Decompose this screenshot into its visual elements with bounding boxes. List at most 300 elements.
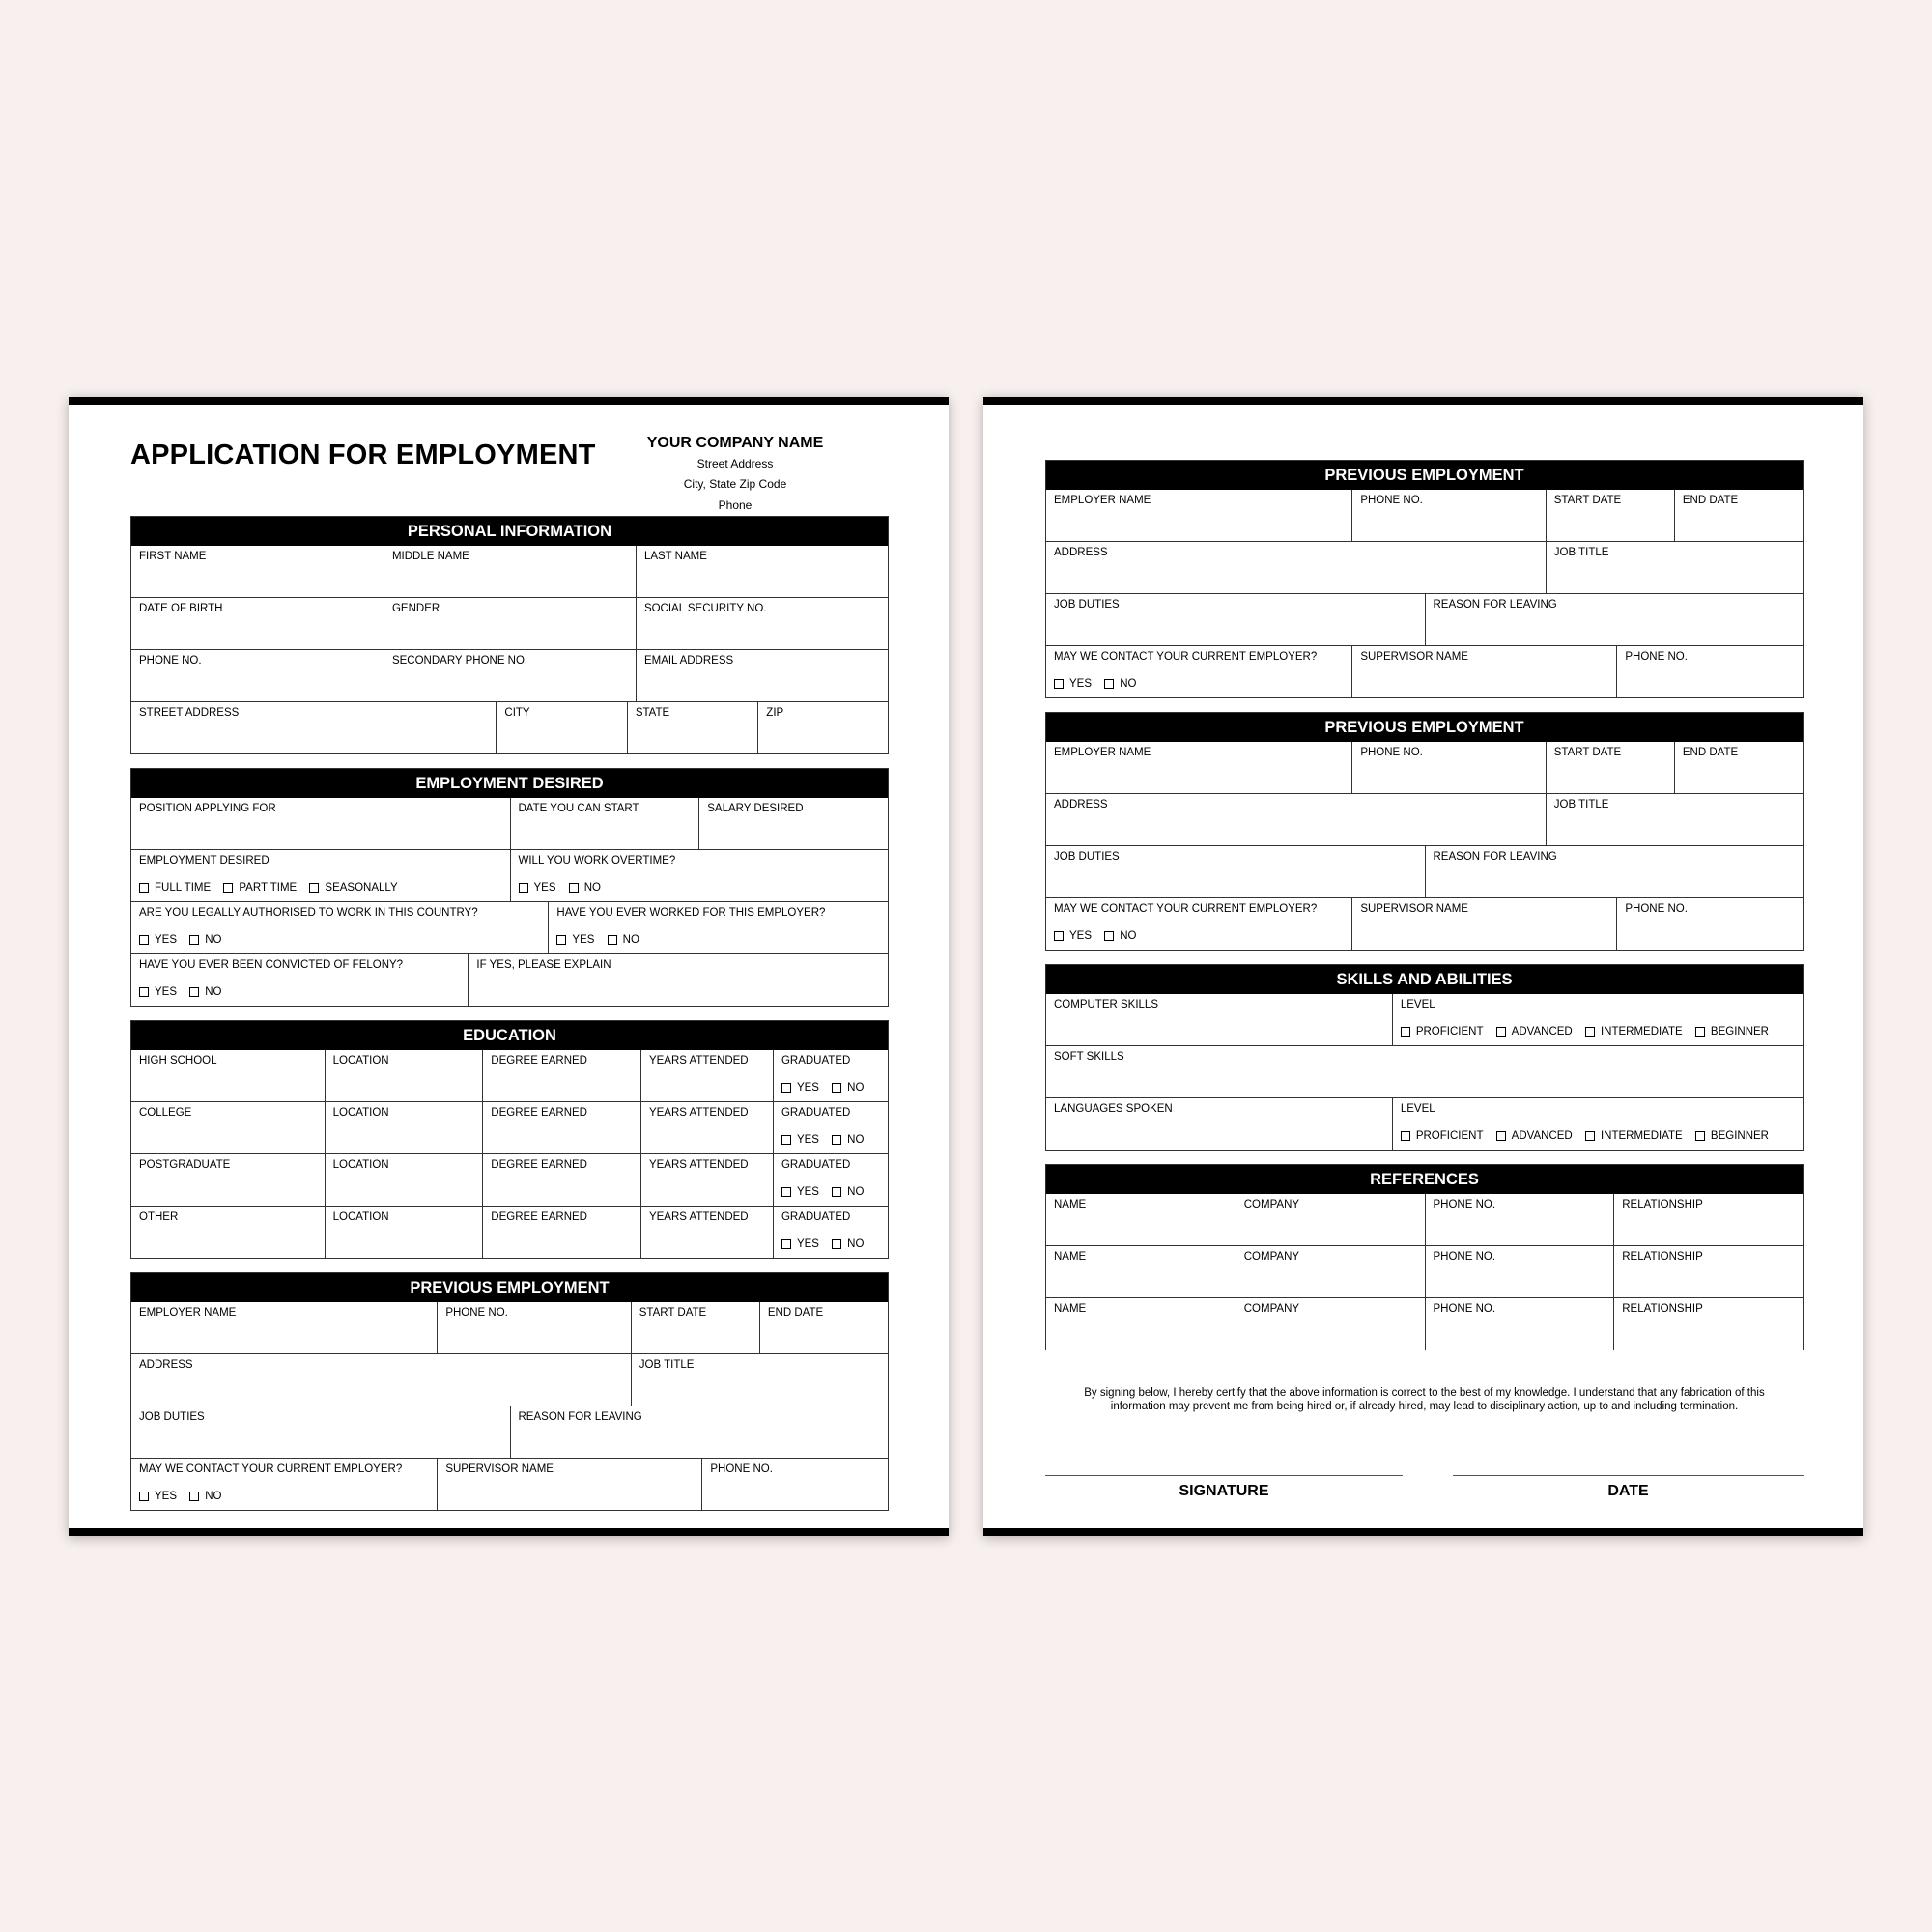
intermediate-option[interactable]: [1585, 1129, 1683, 1143]
email-field[interactable]: [636, 650, 888, 701]
field-label: PHONE NO.: [710, 1463, 773, 1475]
yes-option[interactable]: [781, 1237, 819, 1251]
reference-company-field[interactable]: [1236, 1298, 1425, 1350]
checkbox[interactable]: [832, 1239, 841, 1249]
checkbox[interactable]: [1496, 1131, 1506, 1141]
option-label: YES: [796, 1082, 819, 1094]
yes-option[interactable]: [1054, 677, 1092, 691]
reference-row: [1046, 1194, 1803, 1245]
page1-content: [130, 516, 889, 1524]
field-label: DATE OF BIRTH: [139, 603, 223, 614]
proficient-option[interactable]: [1401, 1129, 1484, 1143]
education-section: [130, 1020, 889, 1259]
gender-field[interactable]: [384, 598, 636, 649]
field-label: PHONE NO.: [1625, 651, 1688, 663]
field-label: LANGUAGES SPOKEN: [1054, 1103, 1173, 1115]
option-label: YES: [1069, 930, 1093, 942]
reference-relationship-field[interactable]: [1613, 1194, 1803, 1245]
no-option[interactable]: [569, 881, 601, 895]
option-label: NO: [205, 1491, 222, 1502]
field-label: ADDRESS: [1054, 799, 1108, 810]
field-label: REASON FOR LEAVING: [1433, 851, 1557, 863]
option-label: NO: [205, 934, 222, 946]
field-label: DEGREE EARNED: [491, 1055, 587, 1066]
location-field[interactable]: [325, 1154, 483, 1206]
field-label: ZIP: [766, 707, 784, 719]
field-label: PHONE NO.: [1433, 1199, 1496, 1210]
option-label: NO: [205, 986, 222, 998]
field-label: DATE YOU CAN START: [518, 803, 639, 814]
field-label: LAST NAME: [643, 551, 707, 562]
checkbox[interactable]: [1054, 931, 1064, 941]
field-label: GRADUATED: [781, 1211, 851, 1223]
school-level-field[interactable]: [131, 1050, 325, 1101]
company-phone: Phone: [718, 497, 753, 512]
date-of-birth-field[interactable]: [131, 598, 384, 649]
checkbox[interactable]: [832, 1135, 841, 1145]
checkbox[interactable]: [189, 1492, 199, 1501]
field-label: END DATE: [1682, 495, 1739, 506]
yes-option[interactable]: [139, 1490, 177, 1503]
field-label: PHONE NO.: [445, 1307, 508, 1319]
ssn-field[interactable]: [636, 598, 888, 649]
field-label: COMPANY: [1243, 1251, 1300, 1263]
field-label: COMPUTER SKILLS: [1054, 999, 1158, 1010]
field-label: GRADUATED: [781, 1107, 851, 1119]
graduated-field: [773, 1154, 888, 1206]
field-label: GRADUATED: [781, 1159, 851, 1171]
checkbox[interactable]: [556, 935, 566, 945]
beginner-option[interactable]: [1695, 1129, 1769, 1143]
employer-phone-field[interactable]: [1351, 742, 1545, 793]
option-label: YES: [796, 1186, 819, 1198]
field-label: SUPERVISOR NAME: [1360, 903, 1468, 915]
checkbox[interactable]: [1104, 931, 1114, 941]
option-label: YES: [155, 986, 178, 998]
field-label: SUPERVISOR NAME: [445, 1463, 554, 1475]
field-label: END DATE: [1682, 747, 1739, 758]
job-title-field[interactable]: [1546, 542, 1803, 593]
supervisor-phone-field[interactable]: [701, 1459, 888, 1510]
option-label: YES: [572, 934, 595, 946]
field-label: PHONE NO.: [1360, 747, 1423, 758]
field-label: REASON FOR LEAVING: [1433, 599, 1557, 611]
field-label: GRADUATED: [781, 1055, 851, 1066]
checkbox[interactable]: [1695, 1131, 1705, 1141]
graduated-field: [773, 1102, 888, 1153]
field-label: YEARS ATTENDED: [648, 1055, 749, 1066]
computer-level-field: [1392, 994, 1803, 1045]
field-label: REASON FOR LEAVING: [518, 1411, 642, 1423]
employer-address-field[interactable]: [1046, 794, 1546, 845]
checkbox[interactable]: [1401, 1027, 1410, 1037]
field-label: HIGH SCHOOL: [139, 1055, 217, 1066]
city-field[interactable]: [496, 702, 626, 753]
graduated-field: [773, 1207, 888, 1258]
contact-employer-field: [1046, 898, 1351, 950]
checkbox[interactable]: [189, 935, 199, 945]
felony-explain-field[interactable]: [468, 954, 888, 1006]
no-option[interactable]: [832, 1185, 864, 1199]
field-label: START DATE: [1553, 747, 1622, 758]
reference-phone-field[interactable]: [1425, 1298, 1614, 1350]
date-line[interactable]: [1453, 1475, 1804, 1476]
reason-for-leaving-field[interactable]: [1425, 594, 1804, 645]
field-label: LOCATION: [332, 1107, 389, 1119]
field-label: MAY WE CONTACT YOUR CURRENT EMPLOYER?: [1054, 651, 1318, 663]
yes-option[interactable]: [781, 1185, 819, 1199]
field-label: HAVE YOU EVER BEEN CONVICTED OF FELONY?: [139, 959, 404, 971]
field-label: OTHER: [139, 1211, 179, 1223]
field-label: DEGREE EARNED: [491, 1107, 587, 1119]
job-duties-field[interactable]: [1046, 594, 1425, 645]
yes-option[interactable]: [519, 881, 556, 895]
school-level-field[interactable]: [131, 1154, 325, 1206]
end-date-field[interactable]: [759, 1302, 888, 1353]
field-label: LOCATION: [332, 1159, 389, 1171]
seasonally-option[interactable]: [309, 881, 397, 895]
reason-for-leaving-field[interactable]: [510, 1406, 889, 1458]
years-field[interactable]: [640, 1154, 773, 1206]
field-label: PHONE NO.: [139, 655, 202, 667]
checkbox[interactable]: [223, 883, 233, 893]
employer-name-field[interactable]: [131, 1302, 437, 1353]
yes-option[interactable]: [781, 1081, 819, 1094]
option-label: YES: [155, 934, 178, 946]
page2-content: [1045, 460, 1804, 1364]
checkbox[interactable]: [139, 935, 149, 945]
full-time-option[interactable]: [139, 881, 211, 895]
degree-field[interactable]: [482, 1154, 640, 1206]
field-label: YEARS ATTENDED: [648, 1159, 749, 1171]
section-title: EMPLOYMENT DESIRED: [131, 769, 888, 798]
field-label: PHONE NO.: [1360, 495, 1423, 506]
option-label: ADVANCED: [1511, 1130, 1573, 1142]
job-title-field[interactable]: [631, 1354, 888, 1406]
field-label: START DATE: [639, 1307, 707, 1319]
certification-disclaimer: [1045, 1386, 1804, 1413]
field-label: FIRST NAME: [139, 551, 207, 562]
field-label: MAY WE CONTACT YOUR CURRENT EMPLOYER?: [139, 1463, 403, 1475]
option-label: NO: [1120, 678, 1137, 690]
option-label: YES: [155, 1491, 178, 1502]
job-duties-field[interactable]: [1046, 846, 1425, 897]
option-label: YES: [1069, 678, 1093, 690]
field-label: YEARS ATTENDED: [648, 1107, 749, 1119]
option-label: SEASONALLY: [325, 882, 398, 894]
field-label: MIDDLE NAME: [391, 551, 469, 562]
checkbox[interactable]: [832, 1187, 841, 1197]
company-block: [639, 433, 832, 516]
secondary-phone-field[interactable]: [384, 650, 636, 701]
no-option[interactable]: [832, 1237, 864, 1251]
phone-field[interactable]: [131, 650, 384, 701]
previous-employment-section: [130, 1272, 889, 1511]
no-option[interactable]: [1104, 929, 1136, 943]
previous-employment-section: [1045, 460, 1804, 698]
option-label: NO: [583, 882, 601, 894]
supervisor-name-field[interactable]: [1351, 646, 1616, 697]
location-field[interactable]: [325, 1102, 483, 1153]
company-street: Street Address: [696, 456, 774, 470]
option-label: PART TIME: [239, 882, 298, 894]
option-label: INTERMEDIATE: [1600, 1130, 1683, 1142]
field-label: COLLEGE: [139, 1107, 192, 1119]
end-date-field[interactable]: [1674, 742, 1803, 793]
field-label: CITY: [504, 707, 530, 719]
field-label: COMPANY: [1243, 1303, 1300, 1315]
job-title-field[interactable]: [1546, 794, 1803, 845]
state-field[interactable]: [627, 702, 757, 753]
skills-section: [1045, 964, 1804, 1151]
employer-address-field[interactable]: [1046, 542, 1546, 593]
field-label: EMPLOYER NAME: [1054, 495, 1151, 506]
no-option[interactable]: [189, 933, 221, 947]
no-option[interactable]: [189, 985, 221, 999]
option-label: BEGINNER: [1710, 1130, 1769, 1142]
field-label: JOB DUTIES: [139, 1411, 205, 1423]
field-label: JOB TITLE: [1553, 799, 1609, 810]
checkbox[interactable]: [519, 883, 528, 893]
field-label: NAME: [1054, 1199, 1087, 1210]
form-page-2: [983, 397, 1863, 1536]
no-option[interactable]: [832, 1081, 864, 1094]
employer-phone-field[interactable]: [1351, 490, 1545, 541]
end-date-field[interactable]: [1674, 490, 1803, 541]
employer-name-field[interactable]: [1046, 742, 1351, 793]
disclaimer-line: information may prevent me from being hired or, if already hired, may lead to disciplinary action, up to and including termination.: [1110, 1401, 1739, 1412]
reference-relationship-field[interactable]: [1613, 1246, 1803, 1297]
employer-name-field[interactable]: [1046, 490, 1351, 541]
field-label: NAME: [1054, 1251, 1087, 1263]
field-label: COMPANY: [1243, 1199, 1300, 1210]
field-label: STREET ADDRESS: [139, 707, 240, 719]
yes-option[interactable]: [556, 933, 594, 947]
field-label: NAME: [1054, 1303, 1087, 1315]
reference-phone-field[interactable]: [1425, 1246, 1614, 1297]
field-label: ADDRESS: [139, 1359, 193, 1371]
worked-before-field: [548, 902, 888, 953]
field-label: EMPLOYER NAME: [1054, 747, 1151, 758]
company-name: YOUR COMPANY NAME: [646, 435, 824, 451]
first-name-field[interactable]: [131, 546, 384, 597]
reference-row: [1046, 1245, 1803, 1297]
option-label: NO: [622, 934, 639, 946]
advanced-option[interactable]: [1496, 1025, 1573, 1038]
checkbox[interactable]: [139, 987, 149, 997]
beginner-option[interactable]: [1695, 1025, 1769, 1038]
yes-option[interactable]: [139, 933, 177, 947]
option-label: YES: [796, 1238, 819, 1250]
field-label: LEVEL: [1400, 999, 1435, 1010]
checkbox[interactable]: [1104, 679, 1114, 689]
job-duties-field[interactable]: [131, 1406, 510, 1458]
checkbox[interactable]: [139, 883, 149, 893]
checkbox[interactable]: [309, 883, 319, 893]
employer-phone-field[interactable]: [437, 1302, 630, 1353]
disclaimer-line: By signing below, I hereby certify that the above information is correct to the best of my knowledge. I understand that any fabrication of this: [1084, 1387, 1765, 1399]
soft-skills-field[interactable]: [1046, 1046, 1803, 1097]
checkbox[interactable]: [569, 883, 579, 893]
education-row: [131, 1101, 888, 1153]
field-label: YEARS ATTENDED: [648, 1211, 749, 1223]
field-label: WILL YOU WORK OVERTIME?: [518, 855, 676, 867]
degree-field[interactable]: [482, 1102, 640, 1153]
supervisor-phone-field[interactable]: [1616, 646, 1803, 697]
field-label: POSTGRADUATE: [139, 1159, 231, 1171]
start-date-field[interactable]: [1546, 742, 1674, 793]
date-label: DATE: [1607, 1483, 1649, 1499]
contact-employer-field: [131, 1459, 437, 1510]
checkbox[interactable]: [781, 1239, 791, 1249]
checkbox[interactable]: [781, 1135, 791, 1145]
no-option[interactable]: [1104, 677, 1136, 691]
field-label: EMPLOYER NAME: [139, 1307, 237, 1319]
graduated-field: [773, 1050, 888, 1101]
last-name-field[interactable]: [636, 546, 888, 597]
signature-line[interactable]: [1045, 1475, 1403, 1476]
felony-field: [131, 954, 468, 1006]
option-label: YES: [796, 1134, 819, 1146]
yes-option[interactable]: [1054, 929, 1092, 943]
field-label: JOB DUTIES: [1054, 599, 1120, 611]
option-label: NO: [847, 1082, 865, 1094]
checkbox[interactable]: [1585, 1131, 1595, 1141]
option-label: INTERMEDIATE: [1600, 1026, 1683, 1037]
years-field[interactable]: [640, 1207, 773, 1258]
location-field[interactable]: [325, 1050, 483, 1101]
years-field[interactable]: [640, 1050, 773, 1101]
section-title: EDUCATION: [131, 1021, 888, 1050]
overtime-field: [510, 850, 889, 901]
option-label: NO: [847, 1238, 865, 1250]
field-label: PHONE NO.: [1625, 903, 1688, 915]
languages-field[interactable]: [1046, 1098, 1392, 1150]
school-level-field[interactable]: [131, 1207, 325, 1258]
field-label: IF YES, PLEASE EXPLAIN: [476, 959, 611, 971]
field-label: SECONDARY PHONE NO.: [391, 655, 528, 667]
field-label: SOFT SKILLS: [1054, 1051, 1124, 1063]
field-label: JOB DUTIES: [1054, 851, 1120, 863]
middle-name-field[interactable]: [384, 546, 636, 597]
salary-field[interactable]: [698, 798, 888, 849]
option-label: NO: [847, 1186, 865, 1198]
references-section: [1045, 1164, 1804, 1350]
proficient-option[interactable]: [1401, 1025, 1484, 1038]
employment-desired-section: [130, 768, 889, 1007]
field-label: SOCIAL SECURITY NO.: [643, 603, 767, 614]
school-level-field[interactable]: [131, 1102, 325, 1153]
yes-option[interactable]: [139, 985, 177, 999]
reference-name-field[interactable]: [1046, 1194, 1236, 1245]
field-label: EMPLOYMENT DESIRED: [139, 855, 270, 867]
checkbox[interactable]: [1585, 1027, 1595, 1037]
reference-name-field[interactable]: [1046, 1298, 1236, 1350]
checkbox[interactable]: [608, 935, 617, 945]
checkbox[interactable]: [832, 1083, 841, 1093]
no-option[interactable]: [189, 1490, 221, 1503]
reference-name-field[interactable]: [1046, 1246, 1236, 1297]
education-row: [131, 1153, 888, 1206]
start-date-field[interactable]: [1546, 490, 1674, 541]
checkbox[interactable]: [189, 987, 199, 997]
option-label: PROFICIENT: [1415, 1130, 1484, 1142]
field-label: MAY WE CONTACT YOUR CURRENT EMPLOYER?: [1054, 903, 1318, 915]
no-option[interactable]: [608, 933, 639, 947]
reference-company-field[interactable]: [1236, 1246, 1425, 1297]
field-label: ARE YOU LEGALLY AUTHORISED TO WORK IN THIS COUNTRY?: [139, 907, 478, 919]
field-label: LOCATION: [332, 1211, 389, 1223]
field-label: LOCATION: [332, 1055, 389, 1066]
checkbox[interactable]: [1496, 1027, 1506, 1037]
employment-type-field: [131, 850, 510, 901]
field-label: START DATE: [1553, 495, 1622, 506]
reason-for-leaving-field[interactable]: [1425, 846, 1804, 897]
computer-skills-field[interactable]: [1046, 994, 1392, 1045]
no-option[interactable]: [832, 1133, 864, 1147]
zip-field[interactable]: [757, 702, 888, 753]
checkbox[interactable]: [1401, 1131, 1410, 1141]
intermediate-option[interactable]: [1585, 1025, 1683, 1038]
field-label: SALARY DESIRED: [707, 803, 804, 814]
section-title: SKILLS AND ABILITIES: [1046, 965, 1803, 994]
field-label: SUPERVISOR NAME: [1360, 651, 1468, 663]
start-date-field[interactable]: [631, 1302, 759, 1353]
option-label: FULL TIME: [155, 882, 212, 894]
education-row: [131, 1050, 888, 1101]
option-label: NO: [847, 1134, 865, 1146]
degree-field[interactable]: [482, 1207, 640, 1258]
option-label: NO: [1120, 930, 1137, 942]
advanced-option[interactable]: [1496, 1129, 1573, 1143]
section-title: PERSONAL INFORMATION: [131, 517, 888, 546]
years-field[interactable]: [640, 1102, 773, 1153]
section-title: PREVIOUS EMPLOYMENT: [1046, 461, 1803, 490]
reference-company-field[interactable]: [1236, 1194, 1425, 1245]
field-label: PHONE NO.: [1433, 1251, 1496, 1263]
form-title: APPLICATION FOR EMPLOYMENT: [130, 440, 596, 470]
checkbox[interactable]: [781, 1187, 791, 1197]
education-row: [131, 1206, 888, 1258]
start-date-field[interactable]: [510, 798, 699, 849]
position-field[interactable]: [131, 798, 510, 849]
street-address-field[interactable]: [131, 702, 496, 753]
previous-employment-section: [1045, 712, 1804, 951]
field-label: POSITION APPLYING FOR: [139, 803, 276, 814]
section-title: PREVIOUS EMPLOYMENT: [131, 1273, 888, 1302]
field-label: JOB TITLE: [1553, 547, 1609, 558]
degree-field[interactable]: [482, 1050, 640, 1101]
part-time-option[interactable]: [223, 881, 297, 895]
location-field[interactable]: [325, 1207, 483, 1258]
checkbox[interactable]: [1054, 679, 1064, 689]
employer-address-field[interactable]: [131, 1354, 631, 1406]
reference-phone-field[interactable]: [1425, 1194, 1614, 1245]
supervisor-phone-field[interactable]: [1616, 898, 1803, 950]
yes-option[interactable]: [781, 1133, 819, 1147]
option-label: PROFICIENT: [1415, 1026, 1484, 1037]
checkbox[interactable]: [139, 1492, 149, 1501]
checkbox[interactable]: [781, 1083, 791, 1093]
checkbox[interactable]: [1695, 1027, 1705, 1037]
supervisor-name-field[interactable]: [1351, 898, 1616, 950]
supervisor-name-field[interactable]: [437, 1459, 701, 1510]
field-label: GENDER: [391, 603, 440, 614]
field-label: STATE: [635, 707, 670, 719]
field-label: LEVEL: [1400, 1103, 1435, 1115]
personal-information-section: [130, 516, 889, 754]
reference-relationship-field[interactable]: [1613, 1298, 1803, 1350]
